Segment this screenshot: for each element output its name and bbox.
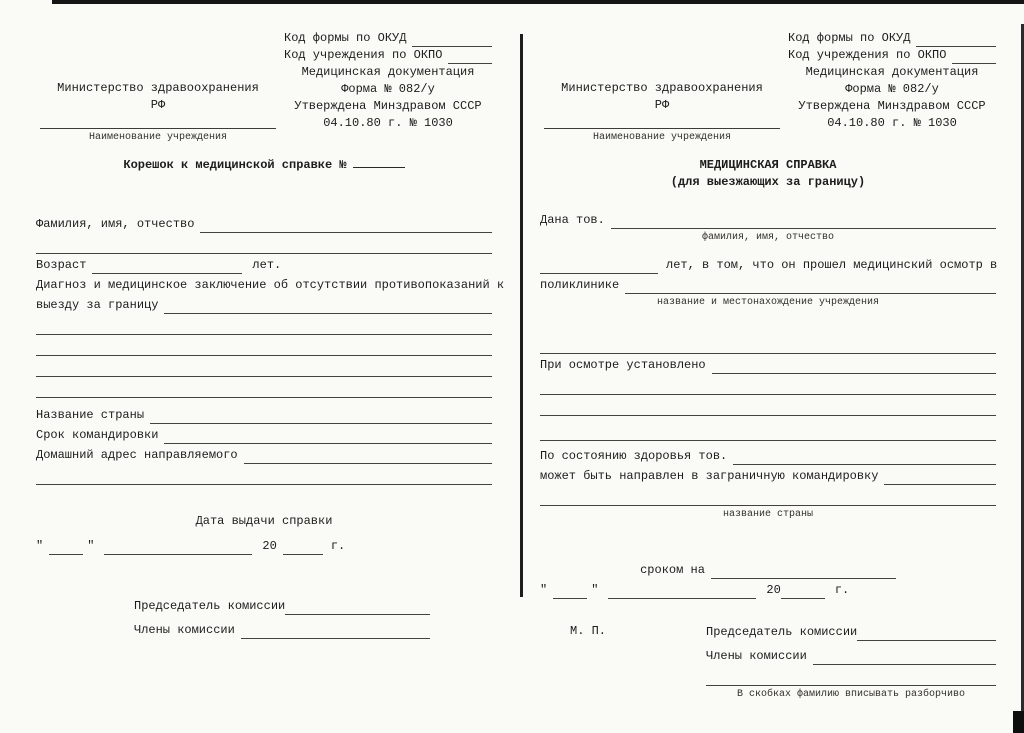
okpo-row <box>284 47 492 64</box>
name-caption: фамилия, имя, отчество <box>701 232 835 243</box>
clinic-caption: название и местонахождение учреждения <box>656 297 880 308</box>
blank-line <box>540 420 996 441</box>
term-blank-field <box>711 566 896 579</box>
institution-caption: Наименование учреждения <box>592 132 732 143</box>
okpo-label: Код учреждения по ОКПО <box>788 48 947 62</box>
codes-block <box>788 30 996 145</box>
age-units: лет. <box>252 258 282 272</box>
age-exam-row <box>540 254 996 274</box>
members-signature-blank <box>241 626 430 639</box>
certificate-signatures <box>706 621 996 703</box>
stub-title <box>36 157 492 177</box>
med-doc-label: Медицинская документация <box>301 65 475 79</box>
sent-label: может быть направлен в заграничную командировку <box>540 469 879 483</box>
chairman-signature-blank <box>285 602 430 615</box>
month-blank-field <box>104 542 252 555</box>
diagnosis-row-1 <box>36 274 505 294</box>
age-row <box>36 254 492 274</box>
scan-top-edge <box>52 0 1024 4</box>
given-to-row <box>540 209 996 229</box>
certificate-number-blank <box>353 157 405 168</box>
approved-by: Утверждена Минздравом СССР <box>798 99 986 113</box>
given-to-blank-field <box>611 216 996 229</box>
footnote: В скобках фамилию вписывать разборчиво <box>736 689 966 700</box>
exam-found-blank-field <box>712 361 996 374</box>
blank-line <box>36 314 492 335</box>
blank-line <box>540 374 996 395</box>
ministry-line2: РФ <box>654 98 670 112</box>
ministry-line2: РФ <box>150 98 166 112</box>
okud-row <box>788 30 996 47</box>
approved-date: 04.10.80 г. № 1030 <box>827 116 957 130</box>
chairman-signature-blank <box>857 628 996 641</box>
address-blank-field <box>244 451 492 464</box>
members-row <box>134 619 430 639</box>
okpo-blank-field <box>448 51 492 64</box>
ministry-block <box>36 80 280 145</box>
form-number: Форма № 082/у <box>341 82 435 96</box>
approved-by: Утверждена Минздравом СССР <box>294 99 482 113</box>
sent-row <box>540 465 996 485</box>
issue-date-title: Дата выдачи справки <box>195 514 333 528</box>
year-blank-field <box>781 586 825 599</box>
form-divider-line <box>520 34 523 597</box>
form-number: Форма № 082/у <box>845 82 939 96</box>
okud-label: Код формы по ОКУД <box>788 31 911 45</box>
chairman-label: Председатель комиссии <box>134 599 286 613</box>
clinic-row <box>540 274 996 294</box>
clinic-label: поликлинике <box>540 278 620 292</box>
close-quote: " <box>87 539 95 553</box>
name-blank-field <box>200 220 492 233</box>
address-row <box>36 444 492 464</box>
codes-block <box>284 30 492 145</box>
members-label: Члены комиссии <box>134 623 235 637</box>
name-label: Фамилия, имя, отчество <box>36 217 195 231</box>
health-label: По состоянию здоровья тов. <box>540 449 728 463</box>
blank-line <box>36 464 492 485</box>
diagnosis-row-2 <box>36 294 492 314</box>
blank-line <box>36 233 492 254</box>
term-label: сроком на <box>640 563 705 577</box>
year-prefix: 20 <box>766 583 781 597</box>
open-quote: " <box>36 539 44 553</box>
stamp-place-label: М. П. <box>570 624 607 638</box>
certificate-title-line2: (для выезжающих за границу) <box>670 175 866 189</box>
clinic-blank-field <box>625 281 996 294</box>
scan-corner-mark <box>1013 711 1024 733</box>
month-blank-field <box>608 586 756 599</box>
blank-line <box>540 485 996 506</box>
okud-label: Код формы по ОКУД <box>284 31 407 45</box>
close-quote: " <box>591 583 599 597</box>
duration-label: Срок командировки <box>36 428 159 442</box>
open-quote: " <box>540 583 548 597</box>
blank-line <box>36 377 492 398</box>
members-label: Члены комиссии <box>706 649 807 663</box>
country-label: Название страны <box>36 408 145 422</box>
blank-line <box>540 395 996 416</box>
sent-blank-field <box>884 472 996 485</box>
approved-date: 04.10.80 г. № 1030 <box>323 116 453 130</box>
certificate-section <box>540 30 996 703</box>
certificate-date-row <box>540 579 996 599</box>
diagnosis-cont: выезду за границу <box>36 298 159 312</box>
country-row <box>36 404 492 424</box>
okpo-label: Код учреждения по ОКПО <box>284 48 443 62</box>
year-suffix: г. <box>330 539 346 553</box>
age-blank-field <box>540 261 658 274</box>
chairman-row <box>706 621 996 641</box>
blank-line <box>36 335 492 356</box>
age-label: Возраст <box>36 258 87 272</box>
institution-caption: Наименование учреждения <box>88 132 228 143</box>
members-row <box>706 645 996 665</box>
year-prefix: 20 <box>262 539 277 553</box>
ministry-block <box>540 80 784 145</box>
okud-blank-field <box>916 34 996 47</box>
stub-title-text: Корешок к медицинской справке № <box>123 158 347 172</box>
blank-line <box>706 665 996 686</box>
certificate-title-line1: МЕДИЦИНСКАЯ СПРАВКА <box>699 158 837 172</box>
duration-blank-field <box>164 431 492 444</box>
exam-found-label: При осмотре установлено <box>540 358 706 372</box>
chairman-row <box>134 595 430 615</box>
exam-found-row <box>540 354 996 374</box>
chairman-label: Председатель комиссии <box>706 625 858 639</box>
certificate-footer <box>540 621 996 703</box>
okud-row <box>284 30 492 47</box>
country-caption: название страны <box>722 509 813 520</box>
diagnosis-blank-field <box>164 301 492 314</box>
country-blank-field <box>150 411 492 424</box>
duration-row <box>36 424 492 444</box>
health-row <box>540 445 996 465</box>
okud-blank-field <box>412 34 492 47</box>
term-row <box>540 559 996 579</box>
stub-signatures <box>134 595 430 639</box>
ministry-line1: Министерство здравоохранения <box>57 81 259 95</box>
health-blank-field <box>733 452 996 465</box>
day-blank-field <box>49 542 83 555</box>
okpo-row <box>788 47 996 64</box>
blank-line <box>36 356 492 377</box>
issue-date-row <box>36 535 492 555</box>
members-signature-blank <box>813 652 996 665</box>
okpo-blank-field <box>952 51 996 64</box>
day-blank-field <box>553 586 587 599</box>
year-suffix: г. <box>834 583 850 597</box>
exam-text: лет, в том, что он прошел медицинский осмотр в <box>666 258 998 272</box>
stub-header <box>36 30 492 145</box>
year-blank-field <box>283 542 323 555</box>
med-doc-label: Медицинская документация <box>805 65 979 79</box>
stub-section <box>36 30 505 639</box>
certificate-header <box>540 30 996 145</box>
diagnosis-text: Диагноз и медицинское заключение об отсутствии противопоказаний к <box>36 278 505 292</box>
age-blank-field <box>92 261 242 274</box>
address-label: Домашний адрес направляемого <box>36 448 238 462</box>
blank-line <box>540 333 996 354</box>
name-row <box>36 213 492 233</box>
given-to-label: Дана тов. <box>540 213 605 227</box>
ministry-line1: Министерство здравоохранения <box>561 81 763 95</box>
